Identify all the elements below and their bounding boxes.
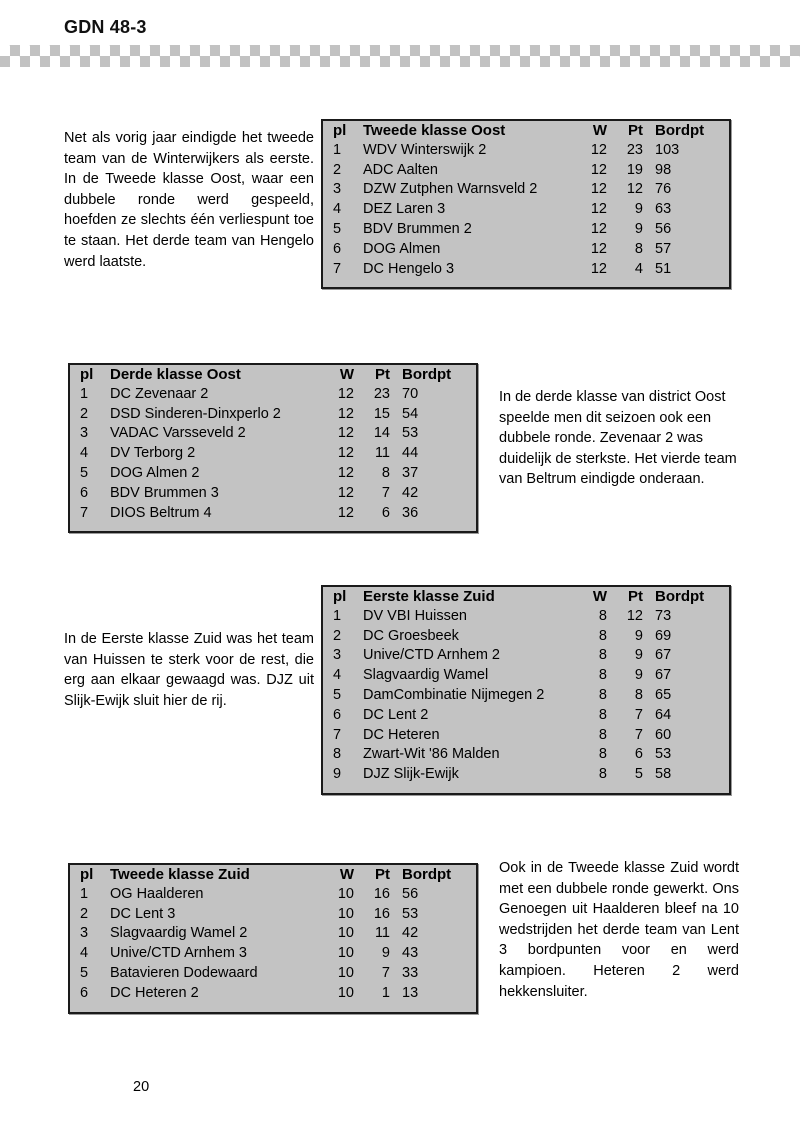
cell-bordpt: 64 (655, 706, 672, 723)
cell-bordpt: 56 (402, 885, 419, 902)
cell-team: Unive/CTD Arnhem 3 (110, 945, 247, 962)
cell-bordpt: 67 (655, 667, 672, 684)
cell-bordpt: 36 (402, 504, 419, 521)
cell-pl: 1 (333, 607, 342, 624)
cell-pt: 23 (626, 141, 643, 158)
column-header-title: Tweede klasse Zuid (110, 866, 250, 883)
table-row (323, 627, 729, 647)
standings-table (70, 865, 476, 1012)
standings-table-tweede-klasse-oost (321, 119, 731, 289)
cell-bordpt: 13 (402, 984, 419, 1001)
cell-pl: 7 (333, 260, 342, 277)
cell-bordpt: 44 (402, 445, 419, 462)
cell-pl: 1 (80, 885, 89, 902)
cell-pt: 8 (381, 464, 390, 481)
column-header-bordpt: Bordpt (402, 366, 452, 383)
cell-pt: 7 (381, 964, 390, 981)
cell-pl: 4 (333, 201, 342, 218)
cell-bordpt: 51 (655, 260, 672, 277)
table-body (323, 607, 729, 793)
cell-w: 12 (337, 484, 354, 501)
cell-team: DC Groesbeek (363, 627, 459, 644)
cell-team: ADC Aalten (363, 161, 438, 178)
table-row (323, 141, 729, 161)
table-header (70, 365, 476, 385)
table-bottom-spacer (323, 279, 729, 287)
cell-pt: 5 (634, 766, 643, 783)
cell-team: DamCombinatie Nijmegen 2 (363, 686, 545, 703)
cell-pt: 16 (373, 905, 390, 922)
cell-pl: 8 (333, 746, 342, 763)
cell-w: 8 (598, 607, 607, 624)
page-number: 20 (133, 1079, 150, 1095)
cell-w: 10 (337, 984, 354, 1001)
spacer (70, 1004, 476, 1012)
column-header-pl: pl (333, 122, 347, 139)
cell-w: 8 (598, 726, 607, 743)
cell-bordpt: 43 (402, 945, 419, 962)
cell-pt: 7 (381, 484, 390, 501)
cell-bordpt: 63 (655, 201, 672, 218)
cell-w: 12 (337, 445, 354, 462)
cell-bordpt: 54 (402, 405, 419, 422)
cell-w: 8 (598, 686, 607, 703)
table-body (70, 885, 476, 1012)
cell-bordpt: 69 (655, 627, 672, 644)
cell-team: WDV Winterswijk 2 (363, 141, 487, 158)
cell-w: 8 (598, 667, 607, 684)
table-row (323, 220, 729, 240)
cell-team: DC Lent 2 (363, 706, 429, 723)
table-bottom-spacer (70, 1004, 476, 1012)
column-header-bordpt: Bordpt (655, 588, 705, 605)
table-row (70, 944, 476, 964)
cell-pl: 4 (80, 945, 89, 962)
cell-w: 8 (598, 627, 607, 644)
cell-team: DOG Almen 2 (110, 464, 200, 481)
column-header-pl: pl (80, 866, 94, 883)
cell-pl: 6 (80, 484, 89, 501)
paragraph-tweede-klasse-oost: Net als vorig jaar eindigde het tweede team van de Winterwijkers als eerste. In de Tweede klasse Oost, waar een dubbele ronde werd gespeeld, hoefden ze slechts één verliespunt toe te staan. Het derde team van Hengelo werd laatste. (64, 130, 314, 270)
cell-bordpt: 98 (655, 161, 672, 178)
table-row (323, 240, 729, 260)
cell-pl: 5 (333, 220, 342, 237)
cell-team: DZW Zutphen Warnsveld 2 (363, 181, 538, 198)
cell-pl: 1 (80, 385, 89, 402)
cell-pl: 9 (333, 766, 342, 783)
cell-w: 12 (337, 425, 354, 442)
table-row (70, 424, 476, 444)
cell-pt: 8 (634, 240, 643, 257)
cell-team: Zwart-Wit '86 Malden (363, 746, 500, 763)
table-row (70, 504, 476, 524)
cell-bordpt: 73 (655, 607, 672, 624)
cell-w: 12 (590, 181, 607, 198)
column-header-pt: Pt (628, 122, 643, 139)
table-row (70, 964, 476, 984)
column-header-pt: Pt (375, 366, 390, 383)
cell-pl: 6 (80, 984, 89, 1001)
cell-bordpt: 53 (402, 425, 419, 442)
cell-w: 12 (590, 240, 607, 257)
cell-bordpt: 56 (655, 220, 672, 237)
column-header-bordpt: Bordpt (655, 122, 705, 139)
cell-pt: 23 (373, 385, 390, 402)
cell-pl: 4 (333, 667, 342, 684)
cell-pl: 2 (333, 161, 342, 178)
table-row (323, 200, 729, 220)
spacer (323, 785, 729, 793)
table-header-row (323, 587, 729, 607)
cell-bordpt: 53 (655, 746, 672, 763)
cell-pt: 9 (634, 667, 643, 684)
table-row (70, 484, 476, 504)
column-header-pl: pl (333, 588, 347, 605)
cell-pt: 9 (634, 220, 643, 237)
standings-table (323, 587, 729, 793)
cell-team: VADAC Varsseveld 2 (110, 425, 246, 442)
table-row (323, 726, 729, 746)
cell-pl: 5 (333, 686, 342, 703)
cell-pl: 2 (333, 627, 342, 644)
column-header-w: W (592, 588, 607, 605)
cell-w: 12 (337, 464, 354, 481)
table-row (70, 905, 476, 925)
standings-table-derde-klasse-oost (68, 363, 478, 533)
table-header (70, 865, 476, 885)
cell-team: BDV Brummen 2 (363, 220, 472, 237)
table-row (70, 924, 476, 944)
cell-pl: 3 (80, 425, 89, 442)
column-header-pt: Pt (375, 866, 390, 883)
checkerboard-divider-icon (0, 45, 800, 67)
cell-w: 10 (337, 964, 354, 981)
cell-pt: 4 (634, 260, 643, 277)
table-bottom-spacer (70, 523, 476, 531)
table-header-row (323, 121, 729, 141)
cell-bordpt: 60 (655, 726, 672, 743)
standings-table (323, 121, 729, 287)
cell-team: BDV Brummen 3 (110, 484, 219, 501)
cell-team: DC Heteren 2 (110, 984, 199, 1001)
cell-bordpt: 67 (655, 647, 672, 664)
cell-team: Slagvaardig Wamel (363, 667, 489, 684)
table-row (323, 161, 729, 181)
cell-w: 12 (590, 161, 607, 178)
cell-pt: 19 (626, 161, 643, 178)
cell-bordpt: 103 (655, 141, 680, 158)
cell-bordpt: 37 (402, 464, 419, 481)
cell-w: 12 (590, 260, 607, 277)
column-header-title: Eerste klasse Zuid (363, 588, 495, 605)
table-row (70, 385, 476, 405)
cell-w: 12 (337, 405, 354, 422)
table-row (70, 444, 476, 464)
table-row (70, 464, 476, 484)
cell-pl: 2 (80, 905, 89, 922)
page-masthead (0, 0, 800, 70)
cell-team: Batavieren Dodewaard (110, 964, 258, 981)
cell-pl: 2 (80, 405, 89, 422)
cell-team: DJZ Slijk-Ewijk (363, 766, 459, 783)
table-row (323, 180, 729, 200)
paragraph-derde-klasse-oost: In de derde klasse van district Oost speelde men dit seizoen ook een dubbele ronde. Zevenaar 2 was duidelijk de sterkste. Het vierde team van Beltrum eindigde onderaan. (499, 389, 737, 488)
cell-pt: 12 (626, 181, 643, 198)
table-row (323, 666, 729, 686)
cell-pl: 5 (80, 464, 89, 481)
column-header-bordpt: Bordpt (402, 866, 452, 883)
cell-pl: 6 (333, 706, 342, 723)
cell-pl: 1 (333, 141, 342, 158)
cell-pt: 14 (373, 425, 390, 442)
cell-pt: 7 (634, 706, 643, 723)
table-row (323, 745, 729, 765)
cell-team: DC Heteren (363, 726, 440, 743)
cell-pt: 8 (634, 686, 643, 703)
cell-pl: 7 (80, 504, 89, 521)
table-header (323, 587, 729, 607)
cell-team: DIOS Beltrum 4 (110, 504, 212, 521)
cell-w: 10 (337, 885, 354, 902)
cell-w: 8 (598, 746, 607, 763)
cell-pt: 12 (626, 607, 643, 624)
cell-pt: 9 (634, 201, 643, 218)
cell-pl: 3 (80, 925, 89, 942)
cell-w: 12 (590, 201, 607, 218)
cell-pl: 7 (333, 726, 342, 743)
cell-team: Slagvaardig Wamel 2 (110, 925, 248, 942)
table-row (70, 885, 476, 905)
cell-team: DV VBI Huissen (363, 607, 467, 624)
table-header-row (70, 365, 476, 385)
cell-w: 8 (598, 647, 607, 664)
cell-team: DC Hengelo 3 (363, 260, 455, 277)
cell-bordpt: 33 (402, 964, 419, 981)
paragraph-tweede-klasse-zuid: Ook in de Tweede klasse Zuid wordt met een dubbele ronde gewerkt. Ons Genoegen uit Haalderen bleef na 10 wedstrijden het derde team van Lent 3 bordpunten voor en werd kampioen. Heteren 2 werd hekkensluiter. (499, 860, 739, 1000)
cell-pt: 9 (381, 945, 390, 962)
cell-team: DV Terborg 2 (110, 445, 196, 462)
cell-bordpt: 58 (655, 766, 672, 783)
cell-w: 8 (598, 706, 607, 723)
cell-w: 10 (337, 945, 354, 962)
cell-pt: 15 (373, 405, 390, 422)
cell-w: 12 (337, 504, 354, 521)
cell-pt: 9 (634, 647, 643, 664)
cell-pt: 7 (634, 726, 643, 743)
paragraph-eerste-klasse-zuid: In de Eerste klasse Zuid was het team van Huissen te sterk voor de rest, die erg aan elkaar gewaagd was. DJZ uit Slijk-Ewijk sluit hier de rij. (64, 631, 314, 709)
cell-pl: 3 (333, 647, 342, 664)
cell-bordpt: 53 (402, 905, 419, 922)
cell-w: 8 (598, 766, 607, 783)
cell-pl: 6 (333, 240, 342, 257)
cell-pt: 9 (634, 627, 643, 644)
cell-team: DOG Almen (363, 240, 441, 257)
spacer (323, 279, 729, 287)
standings-table-tweede-klasse-zuid (68, 863, 478, 1014)
cell-bordpt: 70 (402, 385, 419, 402)
cell-bordpt: 65 (655, 686, 672, 703)
cell-bordpt: 76 (655, 181, 672, 198)
column-header-w: W (339, 866, 354, 883)
column-header-pl: pl (80, 366, 94, 383)
table-header-row (70, 865, 476, 885)
page-title: GDN 48-3 (64, 17, 147, 37)
table-row (323, 686, 729, 706)
column-header-title: Derde klasse Oost (110, 366, 241, 383)
cell-bordpt: 57 (655, 240, 672, 257)
table-bottom-spacer (323, 785, 729, 793)
standings-table-eerste-klasse-zuid (321, 585, 731, 795)
cell-team: Unive/CTD Arnhem 2 (363, 647, 500, 664)
cell-team: OG Haalderen (110, 885, 204, 902)
cell-team: DC Lent 3 (110, 905, 176, 922)
cell-pl: 3 (333, 181, 342, 198)
cell-pt: 6 (381, 504, 390, 521)
spacer (70, 523, 476, 531)
cell-bordpt: 42 (402, 484, 419, 501)
column-header-w: W (339, 366, 354, 383)
cell-pt: 16 (373, 885, 390, 902)
table-row (323, 260, 729, 280)
table-row (323, 646, 729, 666)
table-body (323, 141, 729, 288)
table-row (323, 607, 729, 627)
cell-pl: 4 (80, 445, 89, 462)
cell-pt: 11 (374, 925, 390, 942)
table-row (70, 405, 476, 425)
cell-team: DEZ Laren 3 (363, 201, 446, 218)
standings-table (70, 365, 476, 531)
column-header-pt: Pt (628, 588, 643, 605)
cell-team: DC Zevenaar 2 (110, 385, 209, 402)
cell-w: 10 (337, 925, 354, 942)
cell-bordpt: 42 (402, 925, 419, 942)
cell-team: DSD Sinderen-Dinxperlo 2 (110, 405, 281, 422)
column-header-title: Tweede klasse Oost (363, 122, 506, 139)
table-row (323, 706, 729, 726)
table-row (323, 765, 729, 785)
table-body (70, 385, 476, 532)
cell-w: 10 (337, 905, 354, 922)
cell-pl: 5 (80, 964, 89, 981)
cell-w: 12 (337, 385, 354, 402)
cell-pt: 11 (374, 445, 390, 462)
column-header-w: W (592, 122, 607, 139)
cell-pt: 6 (634, 746, 643, 763)
cell-w: 12 (590, 141, 607, 158)
table-header (323, 121, 729, 141)
cell-pt: 1 (381, 984, 390, 1001)
table-row (70, 984, 476, 1004)
cell-w: 12 (590, 220, 607, 237)
